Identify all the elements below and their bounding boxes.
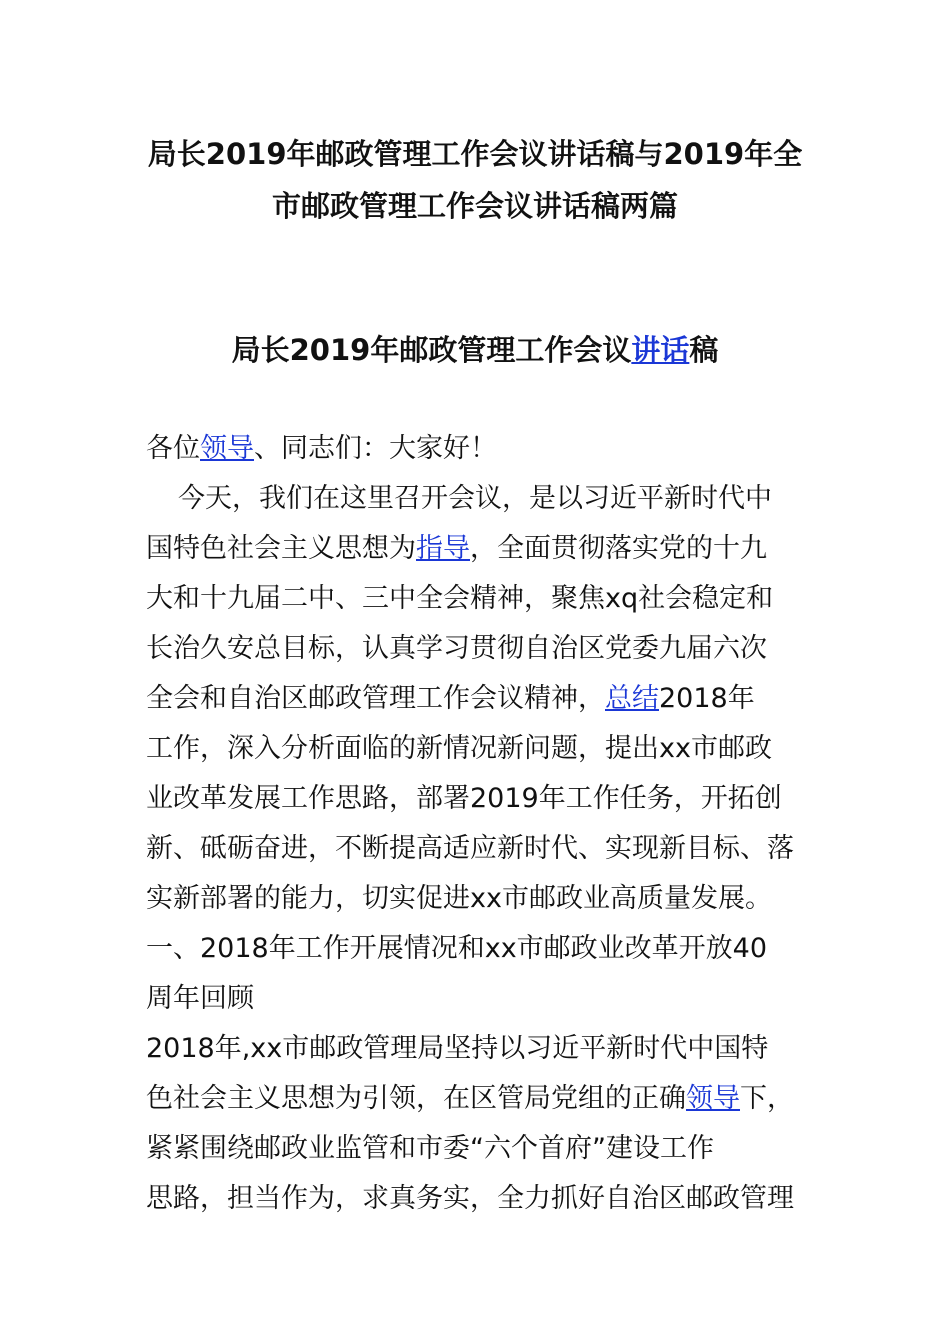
paragraph-line: 2018年,xx市邮政管理局坚持以习近平新时代中国特 (146, 1033, 769, 1064)
paragraph-line: 业改革发展工作思路，部署2019年工作任务，开拓创 (146, 783, 782, 814)
paragraph-line: 紧紧围绕邮政业监管和市委“六个首府”建设工作 (146, 1133, 714, 1164)
greeting-line (146, 424, 836, 474)
line-text: 2018年 (659, 683, 755, 714)
heading-line: 一、2018年工作开展情况和xx市邮政业改革开放40 (146, 933, 768, 964)
paragraph-line: 工作，深入分析面临的新情况新问题，提出xx市邮政 (146, 733, 772, 764)
section-title (100, 326, 850, 374)
inline-link[interactable]: 领导 (686, 1083, 740, 1114)
document-title-line-2: 市邮政管理工作会议讲话稿两篇 (271, 189, 678, 223)
document-body (146, 424, 836, 1224)
heading-line: 周年回顾 (146, 983, 254, 1014)
paragraph-line (146, 674, 836, 724)
section-title-suffix: 稿 (689, 333, 719, 367)
greeting-link[interactable]: 领导 (200, 433, 254, 464)
paragraph-line: 今天，我们在这里召开会议，是以习近平新时代中 (178, 483, 772, 514)
line-text: 下， (740, 1083, 794, 1114)
greeting-suffix: 、同志们：大家好！ (254, 433, 497, 464)
section-title-text: 局长2019年邮政管理工作会议 (231, 333, 632, 367)
paragraph-line: 新、砥砺奋进，不断提高适应新时代、实现新目标、落 (146, 833, 794, 864)
section-title-link[interactable]: 讲话 (631, 333, 690, 367)
paragraph-line: 思路，担当作为，求真务实，全力抓好自治区邮政管理 (146, 1183, 794, 1214)
inline-link[interactable]: 指导 (416, 533, 470, 564)
paragraph-line: 实新部署的能力，切实促进xx市邮政业高质量发展。 (146, 883, 772, 914)
line-text: 国特色社会主义思想为 (146, 533, 416, 564)
inline-link[interactable]: 总结 (605, 683, 659, 714)
paragraph-line: 大和十九届二中、三中全会精神，聚焦xq社会稳定和 (146, 583, 774, 614)
document-title-line-1: 局长2019年邮政管理工作会议讲话稿与2019年全 (147, 137, 803, 171)
line-text: 色社会主义思想为引领，在区管局党组的正确 (146, 1083, 686, 1114)
line-text: ，全面贯彻落实党的十九 (470, 533, 767, 564)
paragraph-line (146, 1074, 836, 1124)
paragraph-line (146, 524, 836, 574)
line-text: 全会和自治区邮政管理工作会议精神， (146, 683, 605, 714)
paragraph-line: 长治久安总目标，认真学习贯彻自治区党委九届六次 (146, 633, 767, 664)
greeting-text: 各位 (146, 433, 200, 464)
document-title (100, 128, 850, 232)
